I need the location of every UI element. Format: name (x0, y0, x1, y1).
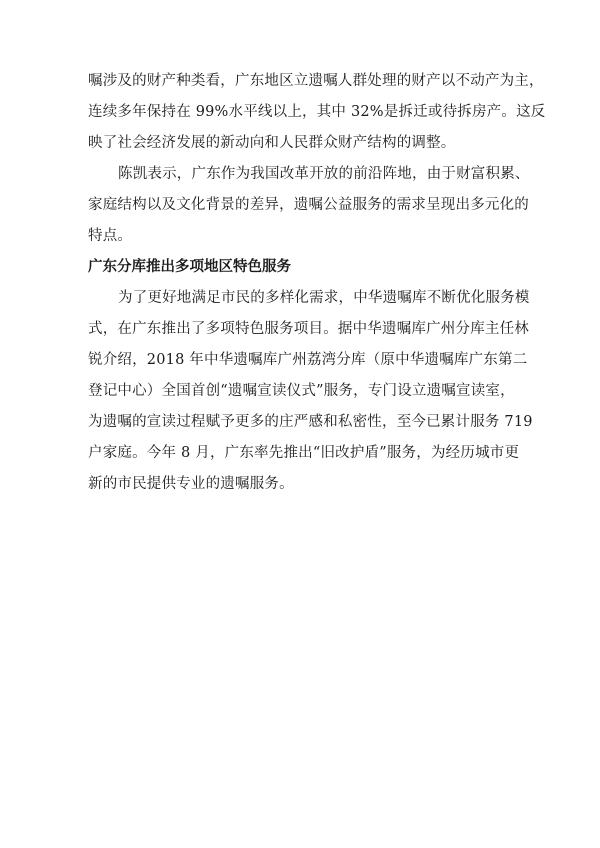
paragraph-2 (88, 159, 530, 252)
paragraph-3-line: 为遗嘱的宣读过程赋予更多的庄严感和私密性，至今已累计服务 719 (88, 414, 533, 430)
paragraph-2-line: 特点。 (88, 228, 133, 244)
paragraph-3-line: 为了更好地满足市民的多样化需求，中华遗嘱库不断优化服务模 (118, 290, 530, 306)
paragraph-1 (88, 66, 546, 159)
paragraph-2-line: 家庭结构以及文化背景的差异，遗嘱公益服务的需求呈现出多元化的 (88, 197, 529, 213)
paragraph-1-line: 映了社会经济发展的新动向和人民群众财产结构的调整。 (88, 135, 456, 151)
paragraph-3-line: 新的市民提供专业的遗嘱服务。 (88, 476, 294, 492)
document-page (88, 66, 546, 500)
paragraph-3-line: 登记中心）全国首创“遗嘱宣读仪式”服务，专门设立遗嘱宣读室， (88, 383, 515, 399)
paragraph-2-line: 陈凯表示，广东作为我国改革开放的前沿阵地，由于财富积累、 (118, 166, 530, 182)
paragraph-3-line: 式，在广东推出了多项特色服务项目。据中华遗嘱库广州分库主任林 (88, 321, 529, 337)
paragraph-3-line: 户家庭。今年 8 月，广东率先推出“旧改护盾”服务，为经历城市更 (88, 445, 520, 461)
paragraph-3-line: 锐介绍，2018 年中华遗嘱库广州荔湾分库（原中华遗嘱库广东第二 (88, 352, 528, 368)
paragraph-1-line: 连续多年保持在 99%水平线以上，其中 32%是拆迁或待拆房产。这反 (88, 104, 546, 120)
paragraph-1-line: 嘱涉及的财产种类看，广东地区立遗嘱人群处理的财产以不动产为主， (88, 73, 544, 89)
paragraph-3 (88, 283, 533, 500)
section-heading: 广东分库推出多项地区特色服务 (88, 259, 291, 275)
